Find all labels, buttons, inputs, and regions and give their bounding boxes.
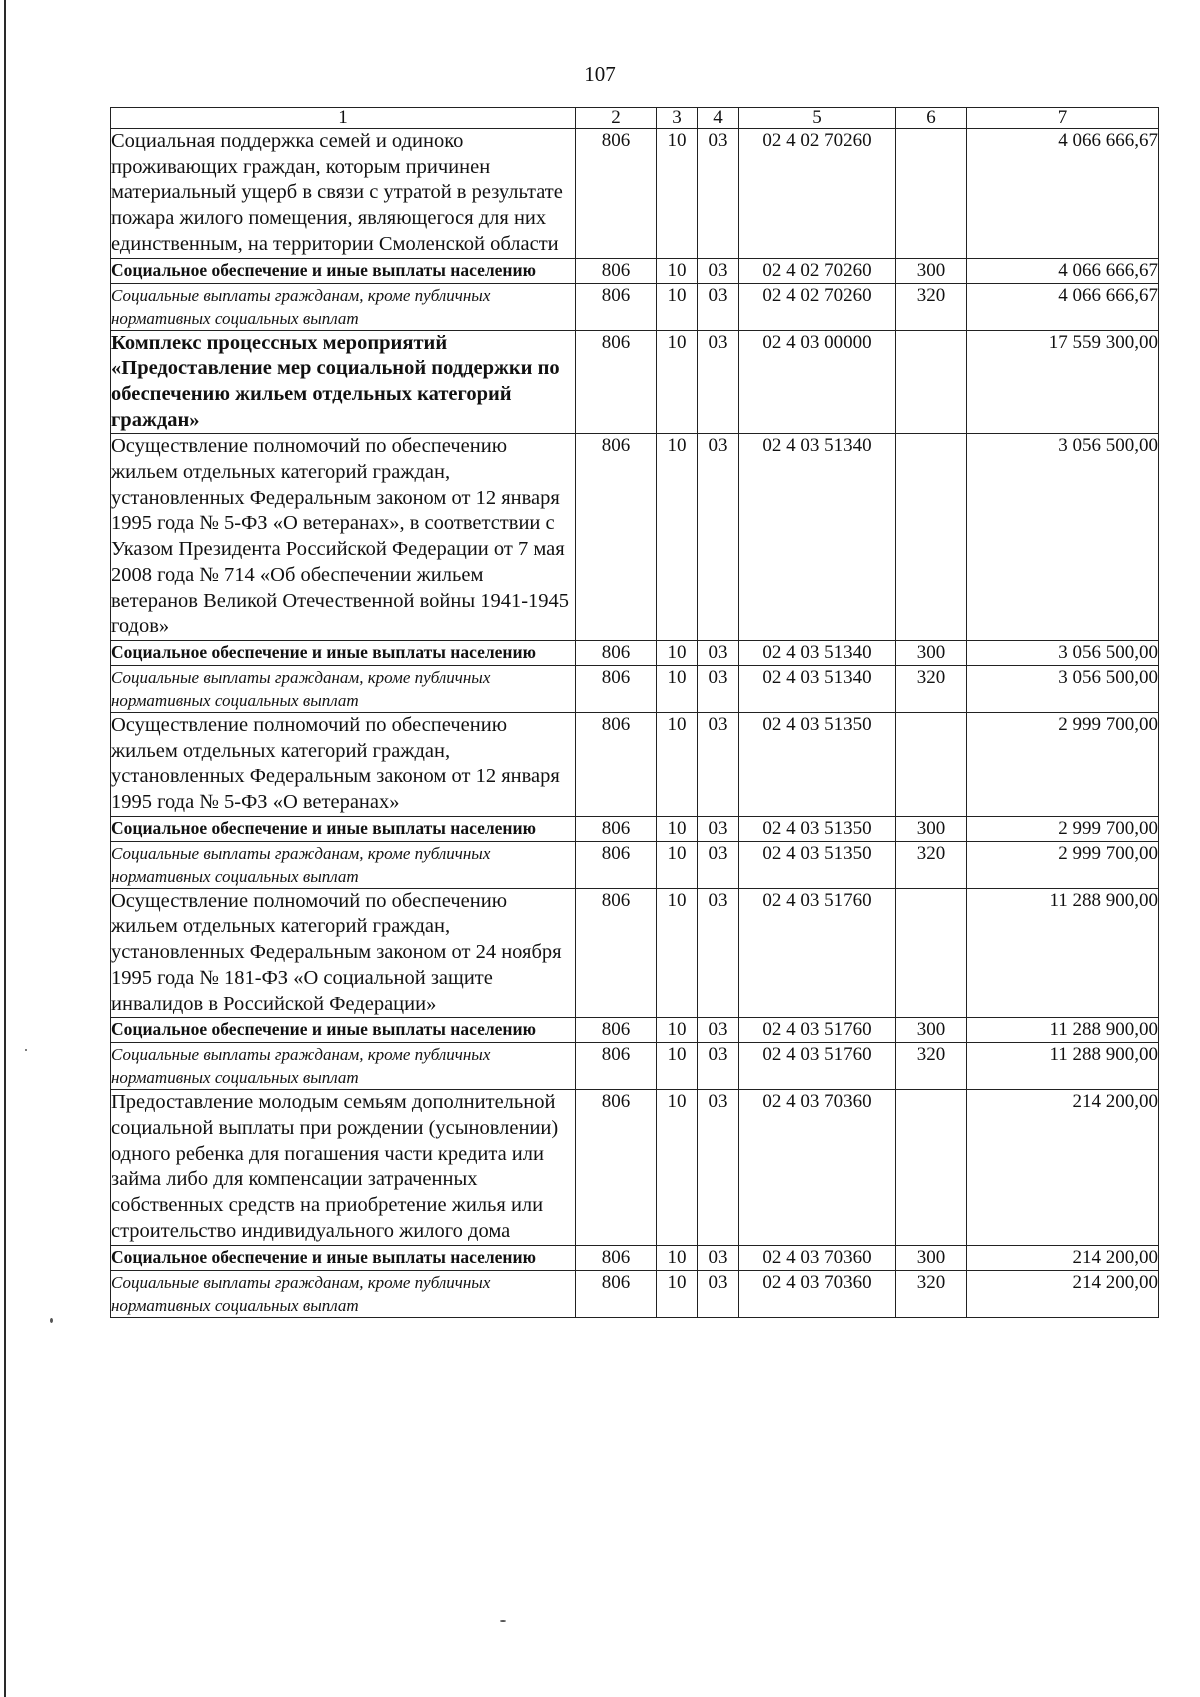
table-row: [111, 1043, 1159, 1090]
target-article-cell: 02 4 03 51350: [739, 816, 896, 841]
row-name-cell: Социальные выплаты гражданам, кроме публичных нормативных социальных выплат: [111, 665, 576, 712]
section-cell: 10: [657, 1018, 698, 1043]
admin-code-cell: 806: [576, 283, 657, 330]
admin-code-cell: 806: [576, 1018, 657, 1043]
subsection-cell: 03: [698, 816, 739, 841]
target-article-cell: 02 4 03 51760: [739, 888, 896, 1018]
admin-code-cell: 806: [576, 841, 657, 888]
admin-code-cell: 806: [576, 129, 657, 259]
section-cell: 10: [657, 841, 698, 888]
subsection-cell: 03: [698, 129, 739, 259]
section-cell: 10: [657, 330, 698, 434]
amount-cell: 3 056 500,00: [967, 665, 1159, 712]
admin-code-cell: 806: [576, 1090, 657, 1245]
expense-type-cell: 300: [896, 258, 967, 283]
expense-type-cell: 320: [896, 665, 967, 712]
row-name-cell: Предоставление молодым семьям дополнительной социальной выплаты при рождении (усыновлении) одного ребенка для погашения части кредита или займа либо для компенсации затраченных собственных средств на приобретение жилья или строительство индивидуального жилого дома: [111, 1090, 576, 1245]
admin-code-cell: 806: [576, 1270, 657, 1317]
row-name-cell: Осуществление полномочий по обеспечению жильем отдельных категорий граждан, установленных Федеральным законом от 12 января 1995 года № 5-ФЗ «О ветеранах»: [111, 712, 576, 816]
table-row: [111, 712, 1159, 816]
column-header-2: 2: [576, 108, 657, 129]
table-row: [111, 665, 1159, 712]
admin-code-cell: 806: [576, 258, 657, 283]
section-cell: 10: [657, 1043, 698, 1090]
column-header-3: 3: [657, 108, 698, 129]
amount-cell: 4 066 666,67: [967, 129, 1159, 259]
target-article-cell: 02 4 03 70360: [739, 1270, 896, 1317]
admin-code-cell: 806: [576, 434, 657, 641]
column-header-1: 1: [111, 108, 576, 129]
table-row: [111, 841, 1159, 888]
amount-cell: 2 999 700,00: [967, 841, 1159, 888]
row-name-cell: Социальная поддержка семей и одиноко проживающих граждан, которым причинен материальный ущерб в связи с утратой в результате пожара жилого помещения, являющегося для них единственным, на территории Смоленской области: [111, 129, 576, 259]
row-name-cell: Комплекс процессных мероприятий «Предоставление мер социальной поддержки по обеспечению жильем отдельных категорий граждан»: [111, 330, 576, 434]
table-row: [111, 1090, 1159, 1245]
expense-type-cell: [896, 330, 967, 434]
row-name-cell: Социальные выплаты гражданам, кроме публичных нормативных социальных выплат: [111, 283, 576, 330]
scan-left-edge: [4, 0, 6, 1697]
expense-type-cell: 320: [896, 841, 967, 888]
subsection-cell: 03: [698, 330, 739, 434]
target-article-cell: 02 4 03 51760: [739, 1043, 896, 1090]
subsection-cell: 03: [698, 665, 739, 712]
table-row: [111, 434, 1159, 641]
subsection-cell: 03: [698, 841, 739, 888]
expense-type-cell: [896, 129, 967, 259]
subsection-cell: 03: [698, 888, 739, 1018]
row-name-cell: Осуществление полномочий по обеспечению жильем отдельных категорий граждан, установленных Федеральным законом от 12 января 1995 года № 5-ФЗ «О ветеранах», в соответствии с Указом Президента Российской Федерации от 7 мая 2008 года № 714 «Об обеспечении жильем ветеранов Великой Отечественной войны 1941-1945 годов»: [111, 434, 576, 641]
row-name-cell: Социальное обеспечение и иные выплаты населению: [111, 1245, 576, 1270]
target-article-cell: 02 4 03 51340: [739, 665, 896, 712]
amount-cell: 214 200,00: [967, 1270, 1159, 1317]
subsection-cell: 03: [698, 1090, 739, 1245]
admin-code-cell: 806: [576, 330, 657, 434]
expense-type-cell: 300: [896, 640, 967, 665]
section-cell: 10: [657, 712, 698, 816]
target-article-cell: 02 4 03 00000: [739, 330, 896, 434]
section-cell: 10: [657, 816, 698, 841]
expense-type-cell: 300: [896, 816, 967, 841]
row-name-cell: Социальные выплаты гражданам, кроме публичных нормативных социальных выплат: [111, 841, 576, 888]
column-header-7: 7: [967, 108, 1159, 129]
section-cell: 10: [657, 665, 698, 712]
amount-cell: 4 066 666,67: [967, 258, 1159, 283]
row-name-cell: Осуществление полномочий по обеспечению жильем отдельных категорий граждан, установленных Федеральным законом от 24 ноября 1995 года № 181-ФЗ «О социальной защите инвалидов в Российской Федерации»: [111, 888, 576, 1018]
subsection-cell: 03: [698, 434, 739, 641]
amount-cell: 214 200,00: [967, 1245, 1159, 1270]
column-header-5: 5: [739, 108, 896, 129]
table-row: [111, 888, 1159, 1018]
row-name-cell: Социальное обеспечение и иные выплаты населению: [111, 816, 576, 841]
scan-speck: [50, 1318, 53, 1323]
section-cell: 10: [657, 1245, 698, 1270]
target-article-cell: 02 4 03 70360: [739, 1090, 896, 1245]
expense-type-cell: 320: [896, 1270, 967, 1317]
section-cell: 10: [657, 1090, 698, 1245]
target-article-cell: 02 4 02 70260: [739, 129, 896, 259]
expense-type-cell: 300: [896, 1245, 967, 1270]
section-cell: 10: [657, 434, 698, 641]
amount-cell: 214 200,00: [967, 1090, 1159, 1245]
admin-code-cell: 806: [576, 640, 657, 665]
expense-type-cell: [896, 712, 967, 816]
section-cell: 10: [657, 258, 698, 283]
column-header-6: 6: [896, 108, 967, 129]
row-name-cell: Социальные выплаты гражданам, кроме публичных нормативных социальных выплат: [111, 1270, 576, 1317]
table-header-row: [111, 108, 1159, 129]
table-row: [111, 816, 1159, 841]
amount-cell: 11 288 900,00: [967, 888, 1159, 1018]
expense-type-cell: 320: [896, 1043, 967, 1090]
table-row: [111, 283, 1159, 330]
admin-code-cell: 806: [576, 1245, 657, 1270]
table-row: [111, 258, 1159, 283]
amount-cell: 4 066 666,67: [967, 283, 1159, 330]
amount-cell: 3 056 500,00: [967, 640, 1159, 665]
target-article-cell: 02 4 03 51340: [739, 640, 896, 665]
admin-code-cell: 806: [576, 665, 657, 712]
target-article-cell: 02 4 03 51350: [739, 841, 896, 888]
section-cell: 10: [657, 129, 698, 259]
expense-type-cell: 300: [896, 1018, 967, 1043]
target-article-cell: 02 4 02 70260: [739, 283, 896, 330]
subsection-cell: 03: [698, 258, 739, 283]
target-article-cell: 02 4 02 70260: [739, 258, 896, 283]
expense-type-cell: 320: [896, 283, 967, 330]
subsection-cell: 03: [698, 1270, 739, 1317]
row-name-cell: Социальное обеспечение и иные выплаты населению: [111, 640, 576, 665]
admin-code-cell: 806: [576, 1043, 657, 1090]
target-article-cell: 02 4 03 51350: [739, 712, 896, 816]
subsection-cell: 03: [698, 1043, 739, 1090]
row-name-cell: Социальные выплаты гражданам, кроме публичных нормативных социальных выплат: [111, 1043, 576, 1090]
table-row: [111, 640, 1159, 665]
section-cell: 10: [657, 283, 698, 330]
table-row: [111, 1245, 1159, 1270]
subsection-cell: 03: [698, 283, 739, 330]
amount-cell: 2 999 700,00: [967, 816, 1159, 841]
subsection-cell: 03: [698, 1245, 739, 1270]
amount-cell: 2 999 700,00: [967, 712, 1159, 816]
admin-code-cell: 806: [576, 816, 657, 841]
column-header-4: 4: [698, 108, 739, 129]
subsection-cell: 03: [698, 640, 739, 665]
section-cell: 10: [657, 1270, 698, 1317]
scan-speck: [500, 1620, 506, 1622]
target-article-cell: 02 4 03 51340: [739, 434, 896, 641]
target-article-cell: 02 4 03 51760: [739, 1018, 896, 1043]
expense-type-cell: [896, 1090, 967, 1245]
admin-code-cell: 806: [576, 888, 657, 1018]
table-row: [111, 1270, 1159, 1317]
row-name-cell: Социальное обеспечение и иные выплаты населению: [111, 258, 576, 283]
table-row: [111, 330, 1159, 434]
subsection-cell: 03: [698, 1018, 739, 1043]
expense-type-cell: [896, 434, 967, 641]
budget-table: [110, 107, 1159, 1318]
target-article-cell: 02 4 03 70360: [739, 1245, 896, 1270]
section-cell: 10: [657, 640, 698, 665]
table-row: [111, 129, 1159, 259]
scan-speck: [25, 1049, 27, 1051]
amount-cell: 11 288 900,00: [967, 1043, 1159, 1090]
expense-type-cell: [896, 888, 967, 1018]
amount-cell: 3 056 500,00: [967, 434, 1159, 641]
admin-code-cell: 806: [576, 712, 657, 816]
row-name-cell: Социальное обеспечение и иные выплаты населению: [111, 1018, 576, 1043]
table-row: [111, 1018, 1159, 1043]
page-number: 107: [584, 62, 616, 86]
subsection-cell: 03: [698, 712, 739, 816]
amount-cell: 17 559 300,00: [967, 330, 1159, 434]
section-cell: 10: [657, 888, 698, 1018]
amount-cell: 11 288 900,00: [967, 1018, 1159, 1043]
